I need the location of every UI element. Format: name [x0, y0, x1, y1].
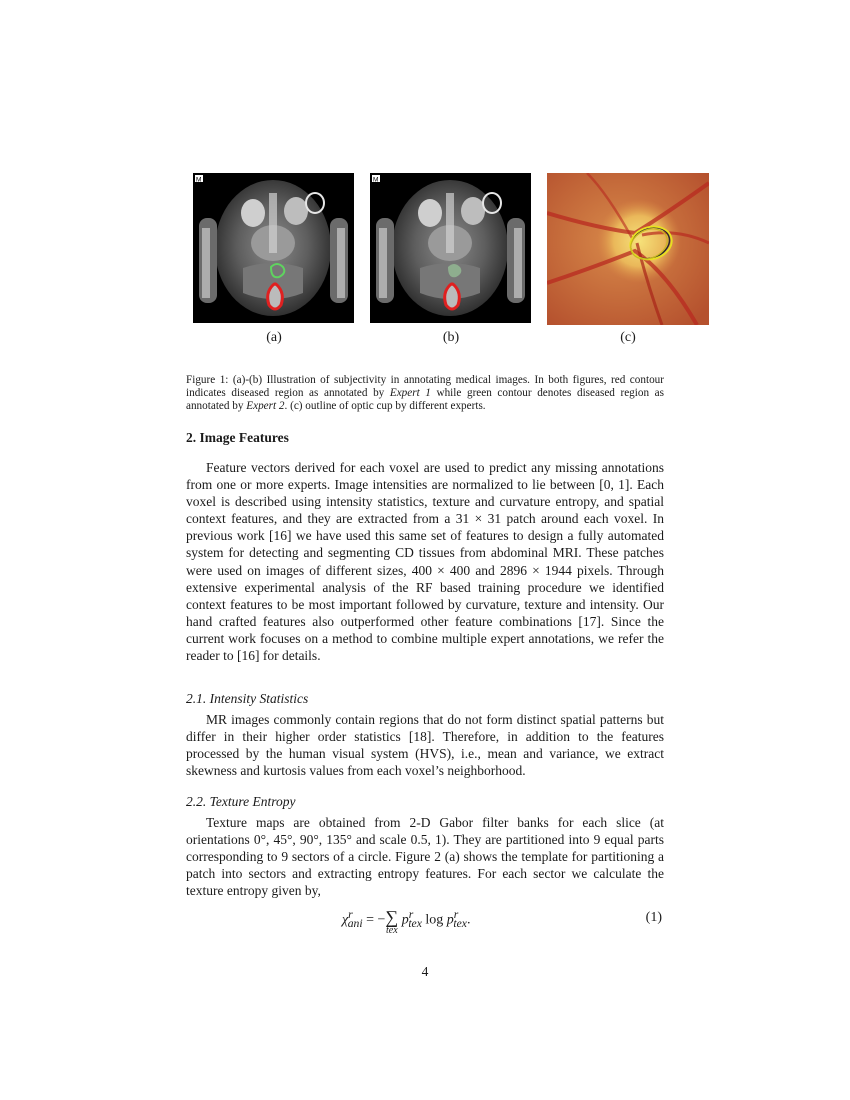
caption-text-end: . (c) outline of optic cup by different experts.	[284, 400, 486, 413]
equation-expression: $\chi^r_{ani}$ = − ∑ tex $p^r_{tex}$ $\log p^r_{tex}$.	[342, 907, 471, 936]
subfigure-label-b: (b)	[442, 330, 460, 345]
section-paragraph: Feature vectors derived for each voxel are used to predict any missing annotations from one or more experts. Image intensities are normalized to lie between [0, 1]. Each voxel is described using intensity statistics, texture and curvature entropy, and spatial context features, and they are extracted from a 31 × 31 patch around each voxel. In previous work [16] we have used this same set of features to design a fully automated system for detecting and segmenting CD tissues from abdominal MRI. These patches were used on images of different sizes, 400 × 400 and 2896 × 1944 pixels. Through extensive experimental analysis of the RF based training procedure we identified context features to be most important followed by curvature, texture and intensity. Our hand crafted features also outperformed other feature combinations [17]. Since the current work focuses on a method to combine multiple expert annotations, we refer the reader to [16] for details.	[186, 460, 664, 664]
caption-expert-2: Expert 2	[246, 400, 285, 413]
page-number: 4	[421, 964, 429, 979]
equation-number: (1)	[645, 910, 662, 925]
intensity-paragraph: MR images commonly contain regions that do not form distinct spatial patterns but differ in their higher order statistics [18]. Therefore, in addition to the features processed by the human visual system (HVS), i.e., mean and variance, we extract skewness and kurtosis values from each voxel’s neighborhood.	[186, 712, 664, 779]
subfigure-label-c: (c)	[620, 330, 636, 345]
mri-image-a	[193, 173, 354, 323]
equation-1	[186, 906, 664, 942]
subsection-heading-intensity: 2.1. Intensity Statistics	[186, 691, 309, 706]
caption-text: Figure 1: (a)-(b) Illustration of subjectivity in annotating medical images. In both figures, red contour indicates diseased region as annotated by	[186, 374, 664, 400]
caption-text-middle: while green contour denotes diseased region as annotated by	[186, 387, 664, 413]
mri-image-b	[370, 173, 531, 323]
subfigure-label-a: (a)	[266, 330, 282, 345]
figure-1	[193, 173, 709, 325]
section-heading: 2. Image Features	[186, 430, 289, 445]
panel-b-corner-mark: M	[373, 176, 379, 184]
texture-paragraph: Texture maps are obtained from 2-D Gabor filter banks for each slice (at orientations 0°, 45°, 90°, 135° and scale 0.5, 1). They are partitioned into 9 equal parts corresponding to 9 sectors of a circle. Figure 2 (a) shows the template for partitioning a patch into sectors and extracting entropy features. For each sector we calculate the texture entropy given by,	[186, 815, 664, 899]
fundus-image-c	[547, 173, 709, 325]
caption-expert-1: Expert 1	[389, 387, 431, 400]
figure-caption	[186, 374, 664, 414]
panel-a-corner-mark: M	[196, 176, 202, 184]
subsection-heading-texture: 2.2. Texture Entropy	[186, 794, 296, 809]
